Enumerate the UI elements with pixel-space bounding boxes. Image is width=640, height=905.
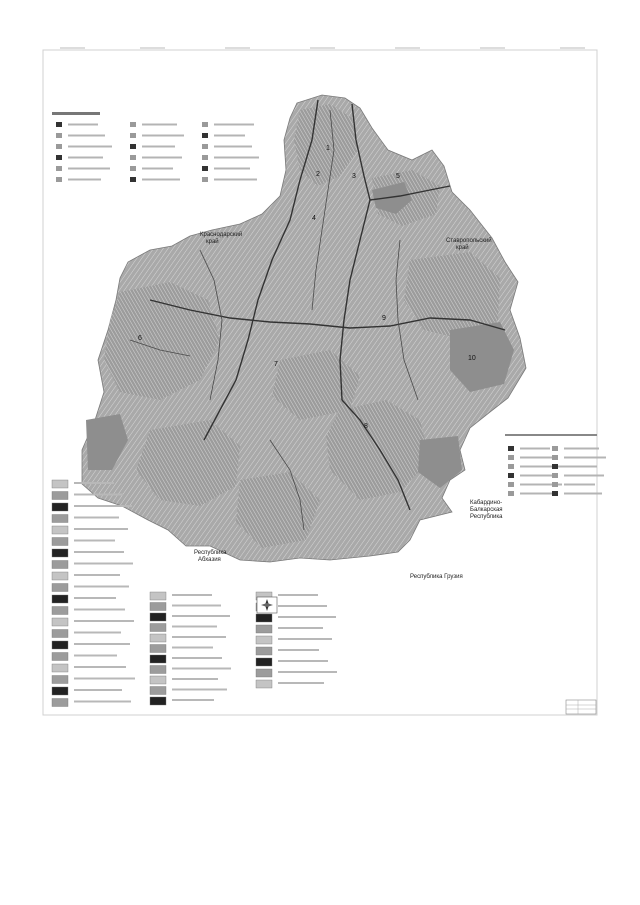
legend-text-placeholder bbox=[74, 494, 123, 496]
title-stamp bbox=[566, 700, 596, 714]
label-georgia: Республика Грузия bbox=[410, 574, 463, 580]
legend-text-placeholder bbox=[68, 168, 110, 170]
district-number-6: 6 bbox=[138, 335, 142, 342]
legend-text-placeholder bbox=[74, 540, 115, 542]
legend-text-placeholder bbox=[68, 157, 103, 159]
legend-swatch bbox=[52, 676, 68, 684]
legend-text-placeholder bbox=[564, 484, 595, 486]
legend-text-placeholder bbox=[74, 643, 130, 645]
district-number-5: 5 bbox=[396, 173, 400, 180]
legend-swatch bbox=[130, 144, 136, 149]
legend-swatch bbox=[150, 655, 166, 663]
legend-swatch bbox=[52, 572, 68, 580]
district-number-3: 3 bbox=[352, 173, 356, 180]
legend-swatch bbox=[552, 455, 558, 460]
district-number-8: 8 bbox=[364, 423, 368, 430]
legend-text-placeholder bbox=[172, 647, 213, 649]
legend-text-placeholder bbox=[172, 636, 226, 638]
legend-text-placeholder bbox=[74, 689, 122, 691]
legend-swatch bbox=[508, 491, 514, 496]
legend-swatch bbox=[150, 687, 166, 695]
legend-text-placeholder bbox=[520, 493, 553, 495]
legend-swatch bbox=[52, 607, 68, 615]
legend-text-placeholder bbox=[278, 649, 319, 651]
legend-swatch bbox=[150, 603, 166, 611]
legend-text-placeholder bbox=[172, 626, 217, 628]
label-krasnodar: Краснодарский край bbox=[200, 232, 243, 245]
legend-text-placeholder bbox=[278, 605, 327, 607]
legend-text-placeholder bbox=[142, 135, 184, 137]
legend-swatch bbox=[150, 624, 166, 632]
legend-text-placeholder bbox=[520, 448, 550, 450]
legend-swatch bbox=[256, 669, 272, 677]
legend-text-placeholder bbox=[172, 615, 230, 617]
legend-text-placeholder bbox=[74, 678, 135, 680]
legend-swatch bbox=[52, 492, 68, 500]
legend-swatch bbox=[130, 177, 136, 182]
legend-text-placeholder bbox=[564, 493, 602, 495]
legend-text-placeholder bbox=[520, 457, 557, 459]
legend-swatch bbox=[202, 166, 208, 171]
legend-text-placeholder bbox=[142, 157, 182, 159]
legend-swatch bbox=[52, 549, 68, 557]
label-abkhazia: Республика Абхазия bbox=[194, 550, 227, 563]
legend-text-placeholder bbox=[214, 168, 250, 170]
legend-swatch bbox=[552, 446, 558, 451]
legend-text-placeholder bbox=[564, 475, 604, 477]
legend-swatch bbox=[56, 144, 62, 149]
legend-swatch bbox=[202, 177, 208, 182]
legend-swatch bbox=[256, 647, 272, 655]
legend-text-placeholder bbox=[74, 597, 116, 599]
legend-swatch bbox=[130, 155, 136, 160]
legend-text-placeholder bbox=[74, 551, 124, 553]
legend-swatch bbox=[256, 614, 272, 622]
legend-swatch bbox=[150, 666, 166, 674]
legend-text-placeholder bbox=[278, 682, 324, 684]
legend-swatch bbox=[508, 482, 514, 487]
legend-text-placeholder bbox=[68, 179, 101, 181]
legend-text-placeholder bbox=[214, 157, 259, 159]
legend-text-placeholder bbox=[172, 678, 218, 680]
legend-swatch bbox=[202, 144, 208, 149]
legend-text-placeholder bbox=[74, 586, 129, 588]
legend-swatch bbox=[56, 133, 62, 138]
legend-swatch bbox=[130, 133, 136, 138]
legend-swatch bbox=[52, 584, 68, 592]
legend-swatch bbox=[552, 482, 558, 487]
legend-swatch bbox=[202, 133, 208, 138]
legend-swatch bbox=[56, 177, 62, 182]
label-stavropol: Ставропольский край bbox=[446, 238, 492, 251]
legend-swatch bbox=[130, 166, 136, 171]
district-number-4: 4 bbox=[312, 215, 316, 222]
legend-swatch bbox=[52, 480, 68, 488]
legend-swatch bbox=[508, 455, 514, 460]
district-number-10: 10 bbox=[468, 355, 476, 362]
legend-text-placeholder bbox=[74, 517, 119, 519]
legend-swatch bbox=[202, 122, 208, 127]
legend-swatch bbox=[552, 464, 558, 469]
legend-text-placeholder bbox=[172, 699, 214, 701]
legend-text-placeholder bbox=[74, 528, 128, 530]
legend-text-placeholder bbox=[74, 563, 133, 565]
legend-text-placeholder bbox=[74, 609, 125, 611]
legend-swatch bbox=[52, 538, 68, 546]
legend-text-placeholder bbox=[68, 146, 112, 148]
legend-text-placeholder bbox=[214, 146, 252, 148]
legend-swatch bbox=[256, 625, 272, 633]
legend-swatch bbox=[256, 636, 272, 644]
legend-swatch bbox=[52, 503, 68, 511]
legend-swatch bbox=[52, 595, 68, 603]
legend-text-placeholder bbox=[74, 666, 126, 668]
legend-swatch bbox=[508, 473, 514, 478]
legend-swatch bbox=[202, 155, 208, 160]
legend-swatch bbox=[52, 515, 68, 523]
legend-swatch bbox=[52, 526, 68, 534]
compass-rose-icon bbox=[257, 597, 277, 613]
district-number-1: 1 bbox=[326, 145, 330, 152]
legend-text-placeholder bbox=[278, 638, 332, 640]
legend-text-placeholder bbox=[172, 668, 231, 670]
legend-text-placeholder bbox=[142, 146, 175, 148]
district-number-7: 7 bbox=[274, 361, 278, 368]
legend-text-placeholder bbox=[142, 124, 177, 126]
legend-text-placeholder bbox=[74, 620, 134, 622]
legend-swatch bbox=[52, 630, 68, 638]
legend-text-placeholder bbox=[74, 701, 131, 703]
legend-text-placeholder bbox=[74, 482, 114, 484]
legend-swatch bbox=[52, 664, 68, 672]
legend-text-placeholder bbox=[278, 616, 336, 618]
legend-swatch bbox=[150, 613, 166, 621]
legend-swatch bbox=[52, 687, 68, 695]
legend-text-placeholder bbox=[172, 594, 212, 596]
label-kbr: Кабардино-Балкарская Республика bbox=[470, 500, 503, 520]
legend-text-placeholder bbox=[278, 660, 328, 662]
legend-swatch bbox=[150, 634, 166, 642]
legend-text-placeholder bbox=[564, 448, 599, 450]
legend-swatch bbox=[130, 122, 136, 127]
legend-text-placeholder bbox=[68, 135, 105, 137]
legend-swatch bbox=[56, 155, 62, 160]
legend-text-placeholder bbox=[214, 179, 257, 181]
legend-swatch bbox=[508, 464, 514, 469]
legend-text-placeholder bbox=[520, 475, 555, 477]
legend-text-placeholder bbox=[278, 594, 318, 596]
legend-swatch bbox=[52, 641, 68, 649]
district-number-2: 2 bbox=[316, 171, 320, 178]
legend-text-placeholder bbox=[74, 632, 121, 634]
legend-swatch bbox=[150, 645, 166, 653]
legend-text-placeholder bbox=[564, 466, 597, 468]
legend-text-placeholder bbox=[278, 627, 323, 629]
legend-swatch bbox=[508, 446, 514, 451]
legend-swatch bbox=[52, 618, 68, 626]
legend-text-placeholder bbox=[214, 135, 245, 137]
legend-text-placeholder bbox=[68, 124, 98, 126]
legend-swatch bbox=[56, 166, 62, 171]
legend-swatch bbox=[256, 658, 272, 666]
legend-swatch bbox=[52, 699, 68, 707]
legend-swatch bbox=[150, 676, 166, 684]
legend-swatch bbox=[56, 122, 62, 127]
legend-text-placeholder bbox=[172, 605, 221, 607]
legend-text-placeholder bbox=[74, 574, 120, 576]
district-number-9: 9 bbox=[382, 315, 386, 322]
legend-text-placeholder bbox=[74, 505, 132, 507]
legend-text-placeholder bbox=[278, 671, 337, 673]
legend-swatch bbox=[552, 491, 558, 496]
legend-text-placeholder bbox=[172, 657, 222, 659]
legend-text-placeholder bbox=[142, 179, 180, 181]
legend-text-placeholder bbox=[214, 124, 254, 126]
legend-swatch bbox=[52, 653, 68, 661]
legend-text-placeholder bbox=[142, 168, 173, 170]
legend-text-placeholder bbox=[564, 457, 606, 459]
legend-swatch bbox=[256, 680, 272, 688]
legend-swatch bbox=[150, 697, 166, 705]
legend-swatch bbox=[150, 592, 166, 600]
legend-swatch bbox=[552, 473, 558, 478]
legend-text-placeholder bbox=[172, 689, 227, 691]
legend-swatch bbox=[52, 561, 68, 569]
legend-text-placeholder bbox=[74, 655, 117, 657]
